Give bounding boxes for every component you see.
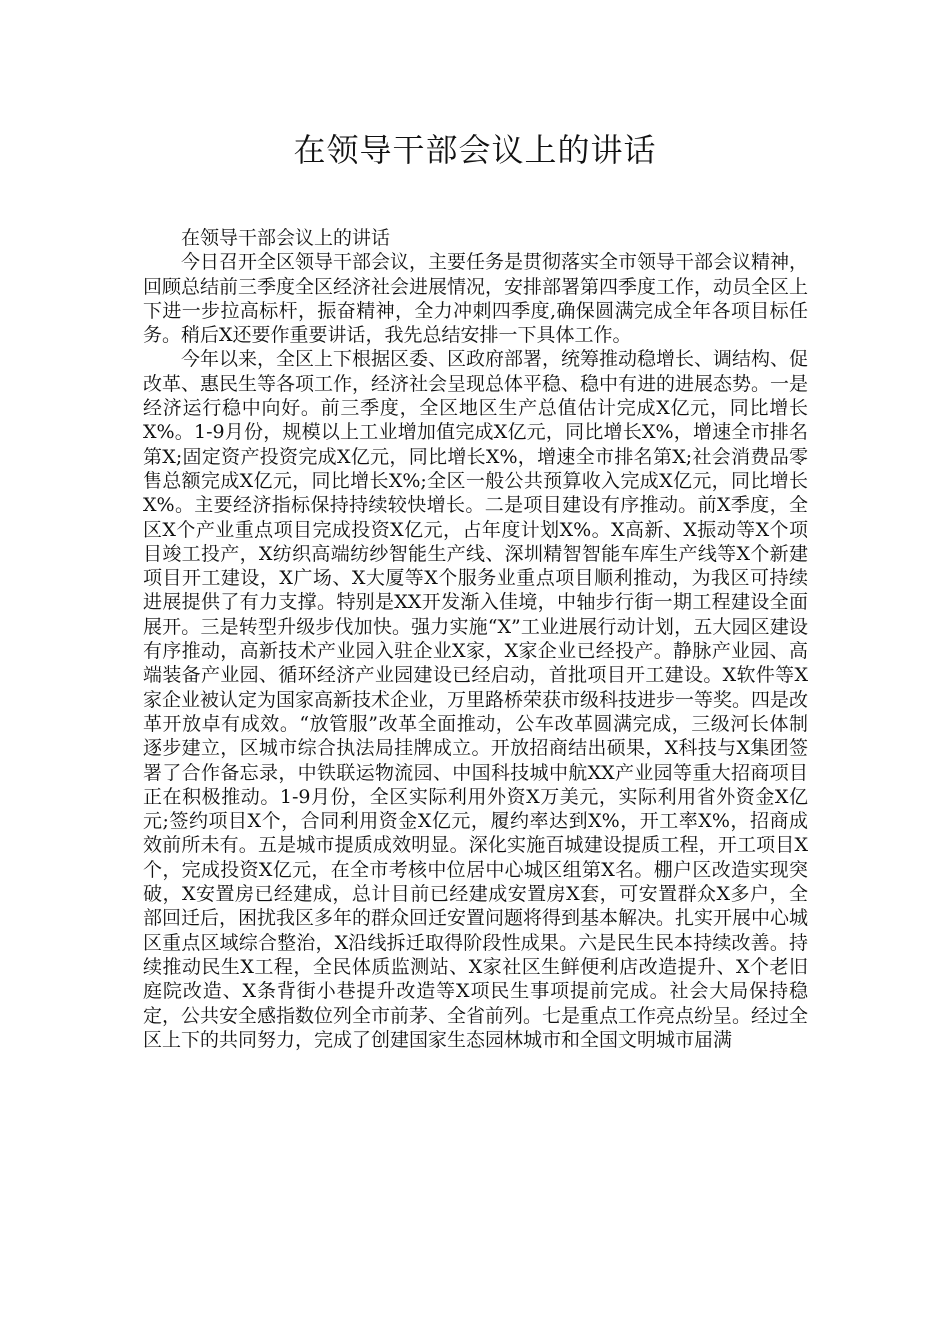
document-title: 在领导干部会议上的讲话 bbox=[293, 131, 657, 169]
body-paragraph: 今年以来，全区上下根据区委、区政府部署，统筹推动稳增长、调结构、促改革、惠民生等各项工作，经济社会呈现总体平稳、稳中有进的进展态势。一是经济运行稳中向好。前三季度，全区地区生产总值估计完成X亿元，同比增长X%。1-9月份，规模以上工业增加值完成X亿元，同比增长X%，增速全市排名第X;固定资产投资完成X亿元，同比增长X%，增速全市排名第X;社会消费品零售总额完成X亿元，同比增长X%;全区一般公共预算收入完成X亿元，同比增长X%。主要经济指标保持持续较快增长。二是项目建设有序推动。前X季度，全区X个产业重点项目完成投资X亿元，占年度计划X%。X高新、X振动等X个项目竣工投产，X纺织高端纺纱智能生产线、深圳精智智能车库生产线等X个新建项目开工建设，X广场、X大厦等X个服务业重点项目顺利推动，为我区可持续进展提供了有力支撑。特别是XX开发渐入佳境，中轴步行街一期工程建设全面展开。三是转型升级步伐加快。强力实施“X”工业进展行动计划，五大园区建设有序推动，高新技术产业园入驻企业X家，X家企业已经投产。静脉产业园、高端装备产业园、循环经济产业园建设已经启动，首批项目开工建设。X软件等X家企业被认定为国家高新技术企业，万里路桥荣获市级科技进步一等奖。四是改革开放卓有成效。“放管服”改革全面推动，公车改革圆满完成，三级河长体制逐步建立，区城市综合执法局挂牌成立。开放招商结出硕果，X科技与X集团签署了合作备忘录，中铁联运物流园、中国科技城中航XX产业园等重大招商项目正在积极推动。1-9月份，全区实际利用外资X万美元，实际利用省外资金X亿元;签约项目X个，合同利用资金X亿元，履约率达到X%，开工率X%，招商成效前所未有。五是城市提质成效明显。深化实施百城建设提质工程，开工项目X个，完成投资X亿元，在全市考核中位居中心城区组第X名。棚户区改造实现突破，X安置房已经建成，总计目前已经建成安置房X套，可安置群众X多户，全部回迁后，困扰我区多年的群众回迁安置问题将得到基本解决。扎实开展中心城区重点区域综合整治，X沿线拆迁取得阶段性成果。六是民生民本持续改善。持续推动民生X工程，全民体质监测站、X家社区生鲜便利店改造提升、X个老旧庭院改造、X条背街小巷提升改造等X项民生事项提前完成。社会大局保持稳定，公共安全感指数位列全市前茅、全省前列。七是重点工作亮点纷呈。经过全区上下的共同努力，完成了创建国家生态园林城市和全国文明城市届满 bbox=[143, 348, 809, 1051]
document-body bbox=[143, 226, 808, 1052]
body-paragraph: 今日召开全区领导干部会议，主要任务是贯彻落实全市领导干部会议精神，回顾总结前三季度全区经济社会进展情况，安排部署第四季度工作，动员全区上下进一步拉高标杆，振奋精神，全力冲刺四季度,确保圆满完成全年各项目标任务。稍后X还要作重要讲话，我先总结安排一下具体工作。 bbox=[143, 251, 809, 347]
body-paragraph: 在领导干部会议上的讲话 bbox=[181, 227, 391, 249]
